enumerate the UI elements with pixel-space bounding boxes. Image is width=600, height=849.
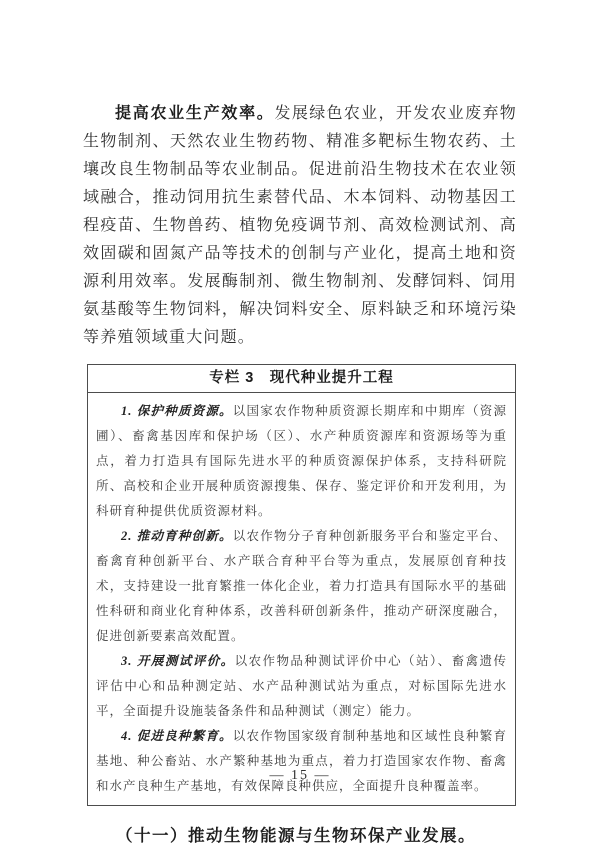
section-sub-heading: （十一）推动生物能源与生物环保产业发展。 (116, 826, 476, 845)
body-paragraph (83, 100, 517, 352)
item-4-number: 4. (121, 729, 137, 743)
column-box-title: 专栏 3 现代种业提升工程 (88, 365, 515, 393)
item-3-number: 3. (121, 654, 137, 668)
item-3-lead: 开展测试评价。 (136, 654, 235, 668)
paragraph-text: 发展绿色农业，开发农业废弃物生物制剂、天然农业生物药物、精准多靶标生物农药、土壤改良生物制品等农业制品。促进前沿生物技术在农业领域融合，推动饲用抗生素替代品、木本饲料、动物基因工程疫苗、生物兽药、植物免疫调节剂、高效检测试剂、高效固碳和固氮产品等技术的创制与产业化，提高土地和资源利用效率。发展酶制剂、微生物制剂、发酵饲料、饲用氨基酸等生物饲料，解决饲料安全、原料缺乏和环境污染等养殖领域重大问题。 (83, 105, 517, 346)
item-2-number: 2. (121, 529, 137, 543)
column-item-2 (96, 524, 507, 649)
item-4-lead: 促进良种繁育。 (136, 729, 233, 743)
item-1-number: 1. (121, 404, 137, 418)
item-1-lead: 保护种质资源。 (136, 404, 233, 418)
item-2-text: 以农作物分子育种创新服务平台和鉴定平台、畜禽育种创新平台、水产联合育种平台等为重点，发展原创育种技术，支持建设一批育繁推一体化企业，着力打造具有国际水平的基础性科研和商业化育种体系，改善科研创新条件，推动产研深度融合，促进创新要素高效配置。 (96, 529, 507, 643)
item-2-lead: 推动育种创新。 (136, 529, 233, 543)
column-box-body (88, 393, 515, 805)
page-content (83, 100, 517, 849)
column-item-3 (96, 649, 507, 724)
column-item-1 (96, 399, 507, 524)
item-1-text: 以国家农作物种质资源长期库和中期库（资源圃）、畜禽基因库和保护场（区）、水产种质资源库和资源场等为重点，着力打造具有国际先进水平的种质资源保护体系，支持科研院所、高校和企业开展种质资源搜集、保存、鉴定评价和开发利用，为科研育种提供优质资源材料。 (96, 404, 507, 518)
paragraph-lead-bold: 提高农业生产效率。 (115, 105, 275, 122)
page-number: — 15 — (269, 768, 331, 783)
column-item-4 (96, 724, 507, 799)
item-3-text: 以农作物品种测试评价中心（站）、畜禽遗传评估中心和品种测定站、水产品种测试站为重点，对标国际先进水平，全面提升设施装备条件和品种测试（测定）能力。 (96, 654, 507, 718)
column-box (87, 364, 516, 806)
item-4-text: 以农作物国家级育制种基地和区域性良种繁育基地、种公畜站、水产繁种基地为重点，着力打造国家农作物、畜禽和水产良种生产基地，有效保障良种供应，全面提升良种覆盖率。 (96, 729, 507, 793)
